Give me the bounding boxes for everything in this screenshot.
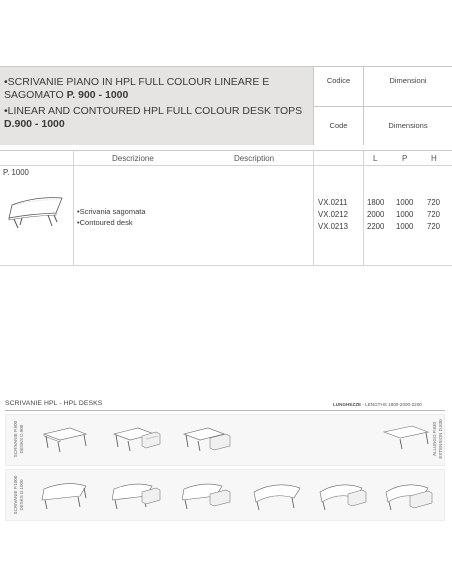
desk-extension-icon [382, 418, 432, 452]
header-codice: Codice [326, 76, 351, 85]
section-rule [5, 410, 445, 411]
header-dimensioni: Dimensioni [389, 76, 427, 85]
row-l: 2000 [367, 210, 385, 219]
desk-with-return-icon [182, 422, 232, 456]
header-divider [364, 106, 452, 107]
band1-label-b: DESKS D.900 [18, 424, 24, 454]
col-separator [313, 150, 314, 265]
section-title-rest: - HPL DESKS [57, 400, 103, 407]
col-separator [73, 150, 74, 265]
lengths-rest: - LENGTHS 1800-2000-2200 [361, 402, 422, 407]
group-label: P. 1000 [3, 168, 29, 177]
row-code: VX.0211 [318, 198, 348, 207]
header-divider [314, 106, 363, 107]
col-p: P [402, 154, 408, 163]
title-italian [4, 76, 313, 102]
title-english-code: D.900 - 1000 [4, 118, 65, 130]
header-dimensions: Dimensions [388, 121, 428, 130]
table-bottom-rule [0, 265, 452, 266]
section-title-bold: SCRIVANIE HPL [5, 400, 58, 407]
band2-label-a: SCRIVANIE P.1000 [13, 475, 18, 515]
col-h: H [431, 154, 437, 163]
curved-desk-icon [252, 476, 302, 512]
item-italian: •Scrivania sagomata [77, 207, 146, 216]
header-dimensions-column [363, 67, 452, 145]
contoured-desk-image [8, 190, 66, 230]
row-p: 1000 [396, 210, 414, 219]
header-code: Code [329, 121, 348, 130]
table-row [318, 222, 452, 234]
section-title [5, 400, 102, 407]
header-code-column [313, 67, 363, 145]
contoured-desk-pedestal-icon [112, 476, 162, 512]
table-header-rule [0, 165, 452, 166]
linear-desk-icon [40, 422, 90, 456]
row-code: VX.0212 [318, 210, 348, 219]
row-p: 1000 [396, 198, 414, 207]
title-english-text: •LINEAR AND CONTOURED HPL FULL COLOUR DESK TOPS [4, 105, 303, 117]
row-code: VX.0213 [318, 222, 348, 231]
col-description: Description [234, 154, 275, 163]
row-h: 720 [427, 198, 441, 207]
curved-desk-return-icon [384, 476, 434, 512]
band2-label [13, 471, 24, 519]
band2-label-b: DESKS D.1000 [18, 479, 24, 511]
row-p: 1000 [396, 222, 414, 231]
variant-rows [318, 198, 452, 234]
desk-with-pedestal-icon [112, 422, 162, 456]
col-descrizione: Descrizione [112, 154, 154, 163]
band1-label [13, 416, 24, 462]
contoured-desk-icon [40, 476, 90, 512]
band1-right-label [432, 416, 443, 462]
row-l: 2200 [367, 222, 385, 231]
table-row [318, 210, 452, 222]
title-english [4, 105, 313, 131]
title-italian-code: P. 900 - 1000 [66, 89, 129, 101]
item-english: •Contoured desk [77, 218, 133, 227]
row-l: 1800 [367, 198, 385, 207]
curved-desk-pedestal-icon [318, 476, 368, 512]
product-title-block [0, 67, 313, 145]
contoured-desk-return-icon [182, 476, 232, 512]
row-h: 720 [427, 222, 441, 231]
table-top-rule [0, 150, 452, 151]
band1-right-b: EXTENSION D.830 [437, 419, 443, 459]
lengths-note [333, 402, 422, 407]
table-row [318, 198, 452, 210]
row-h: 720 [427, 210, 441, 219]
title-italian-text: •SCRIVANIE PIANO IN HPL FULL COLOUR LINEARE E SAGOMATO [4, 76, 270, 101]
band1-right-a: ALLUNGO P.830 [432, 422, 437, 456]
lengths-bold: LUNGHEZZE [333, 402, 362, 407]
band1-label-a: SCRIVANIE P.900 [13, 420, 18, 458]
col-l: L [373, 154, 378, 163]
